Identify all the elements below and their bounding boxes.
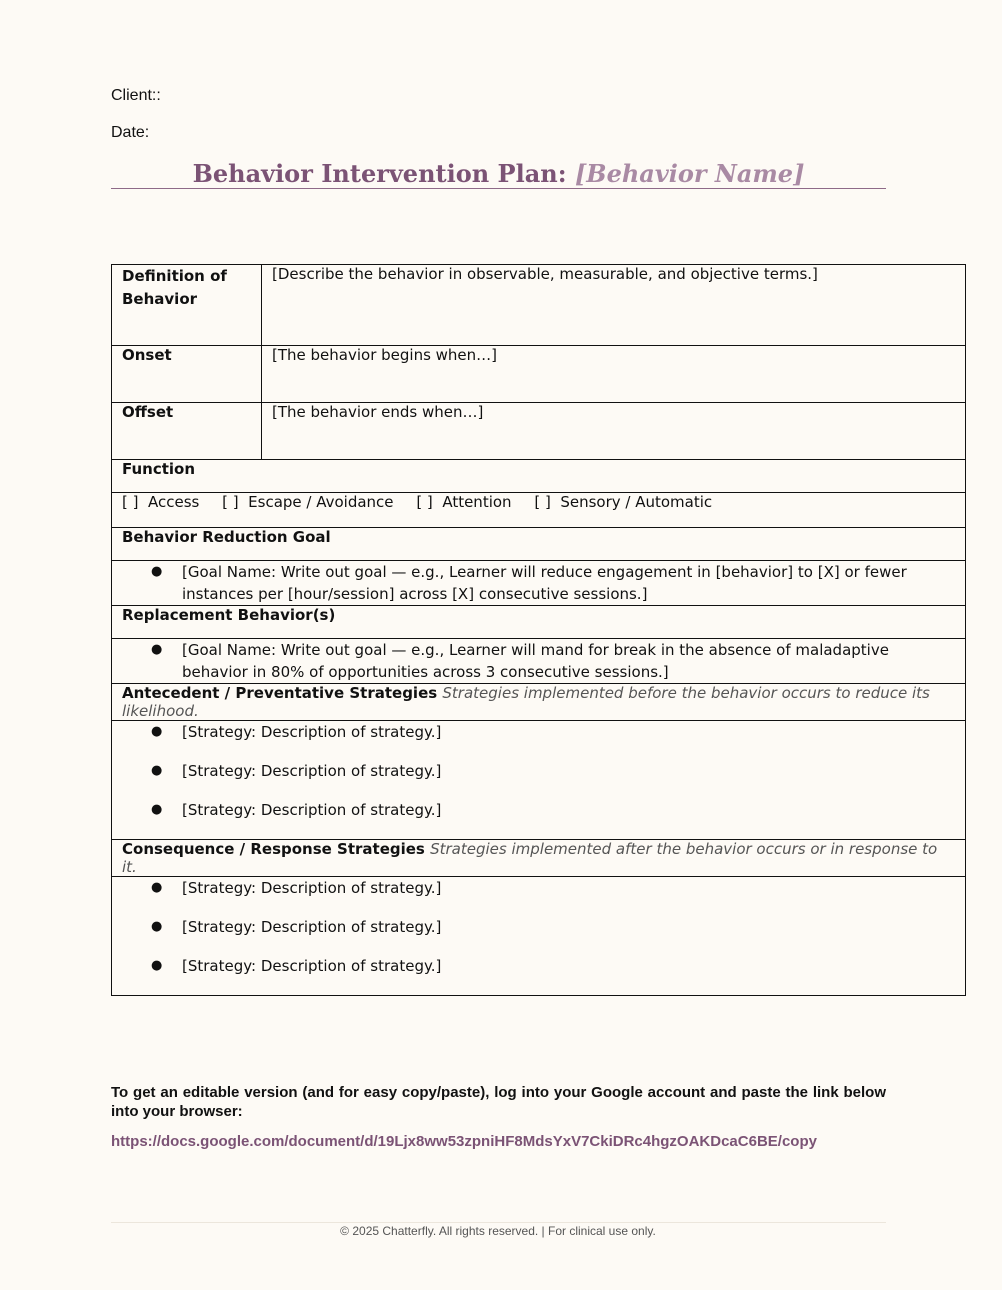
title-main: Behavior Intervention Plan: xyxy=(192,159,567,188)
date-label: Date: xyxy=(111,124,150,141)
google-docs-copy-link[interactable]: https://docs.google.com/document/d/19Ljx8ww53zpniHF8MdsYxV7CkiDRc4hgzOAKDcaC6BE/copy xyxy=(111,1133,817,1150)
antecedent-header xyxy=(112,684,966,721)
editable-version-note: To get an editable version (and for easy copy/paste), log into your Google account and paste the link below into your browser: xyxy=(111,1084,886,1120)
antecedent-note: Strategies implemented before the behavior occurs to reduce its likelihood. xyxy=(122,684,930,720)
function-option-escape[interactable]: [ ] Escape / Avoidance xyxy=(222,493,394,511)
antecedent-header-row xyxy=(112,684,966,721)
replacement-label: Replacement Behavior(s) xyxy=(112,606,966,639)
list-item[interactable]: ● [Strategy: Description of strategy.] xyxy=(182,916,955,938)
reduction-goal-list xyxy=(122,561,955,605)
list-item[interactable]: ● [Strategy: Description of strategy.] xyxy=(182,955,955,977)
title-underline xyxy=(111,188,886,189)
offset-label: Offset xyxy=(112,403,262,460)
replacement-header-row xyxy=(112,606,966,639)
antecedent-cell xyxy=(112,721,966,840)
function-label: Function xyxy=(112,460,966,493)
reduction-goal-row xyxy=(112,561,966,606)
consequence-cell xyxy=(112,877,966,996)
offset-value[interactable]: [The behavior ends when…] xyxy=(262,403,966,460)
definition-label-line1: Definition of xyxy=(122,267,227,285)
consequence-list xyxy=(122,877,955,977)
consequence-header-row xyxy=(112,840,966,877)
list-item[interactable]: ● [Strategy: Description of strategy.] xyxy=(182,721,955,743)
antecedent-label: Antecedent / Preventative Strategies xyxy=(122,684,438,702)
replacement-cell xyxy=(112,639,966,684)
replacement-list xyxy=(122,639,955,683)
reduction-goal-header-row xyxy=(112,528,966,561)
function-options-row xyxy=(112,493,966,528)
list-item[interactable]: ● [Goal Name: Write out goal — e.g., Learner will mand for break in the absence of maladaptive behavior in 80% of opportunities across 3 consecutive sessions.] xyxy=(182,639,955,683)
list-item[interactable]: ● [Strategy: Description of strategy.] xyxy=(182,799,955,821)
definition-label-line2: Behavior xyxy=(122,290,198,308)
consequence-note: Strategies implemented after the behavior occurs or in response to it. xyxy=(122,840,938,876)
consequence-row xyxy=(112,877,966,996)
consequence-label: Consequence / Response Strategies xyxy=(122,840,425,858)
onset-value[interactable]: [The behavior begins when…] xyxy=(262,346,966,403)
onset-label: Onset xyxy=(112,346,262,403)
consequence-header xyxy=(112,840,966,877)
footer-divider xyxy=(111,1222,886,1223)
function-options xyxy=(112,493,966,528)
definition-label xyxy=(112,265,262,346)
offset-row xyxy=(112,403,966,460)
antecedent-row xyxy=(112,721,966,840)
title-placeholder: [Behavior Name] xyxy=(574,159,805,188)
function-header-row xyxy=(112,460,966,493)
function-option-access[interactable]: [ ] Access xyxy=(122,493,200,511)
plan-table xyxy=(111,264,966,996)
replacement-row xyxy=(112,639,966,684)
function-option-attention[interactable]: [ ] Attention xyxy=(416,493,512,511)
footer-text: © 2025 Chatterfly. All rights reserved. | For clinical use only. xyxy=(340,1224,656,1238)
onset-row xyxy=(112,346,966,403)
reduction-goal-label: Behavior Reduction Goal xyxy=(112,528,966,561)
definition-row xyxy=(112,265,966,346)
reduction-goal-cell xyxy=(112,561,966,606)
list-item[interactable]: ● [Strategy: Description of strategy.] xyxy=(182,877,955,899)
client-label: Client:: xyxy=(111,87,161,104)
page-title xyxy=(111,158,886,190)
definition-value[interactable]: [Describe the behavior in observable, measurable, and objective terms.] xyxy=(262,265,966,346)
list-item[interactable]: ● [Goal Name: Write out goal — e.g., Learner will reduce engagement in [behavior] to [X] or fewer instances per [hour/session] across [X] consecutive sessions.] xyxy=(182,561,955,605)
list-item[interactable]: ● [Strategy: Description of strategy.] xyxy=(182,760,955,782)
function-option-sensory[interactable]: [ ] Sensory / Automatic xyxy=(534,493,713,511)
antecedent-list xyxy=(122,721,955,821)
